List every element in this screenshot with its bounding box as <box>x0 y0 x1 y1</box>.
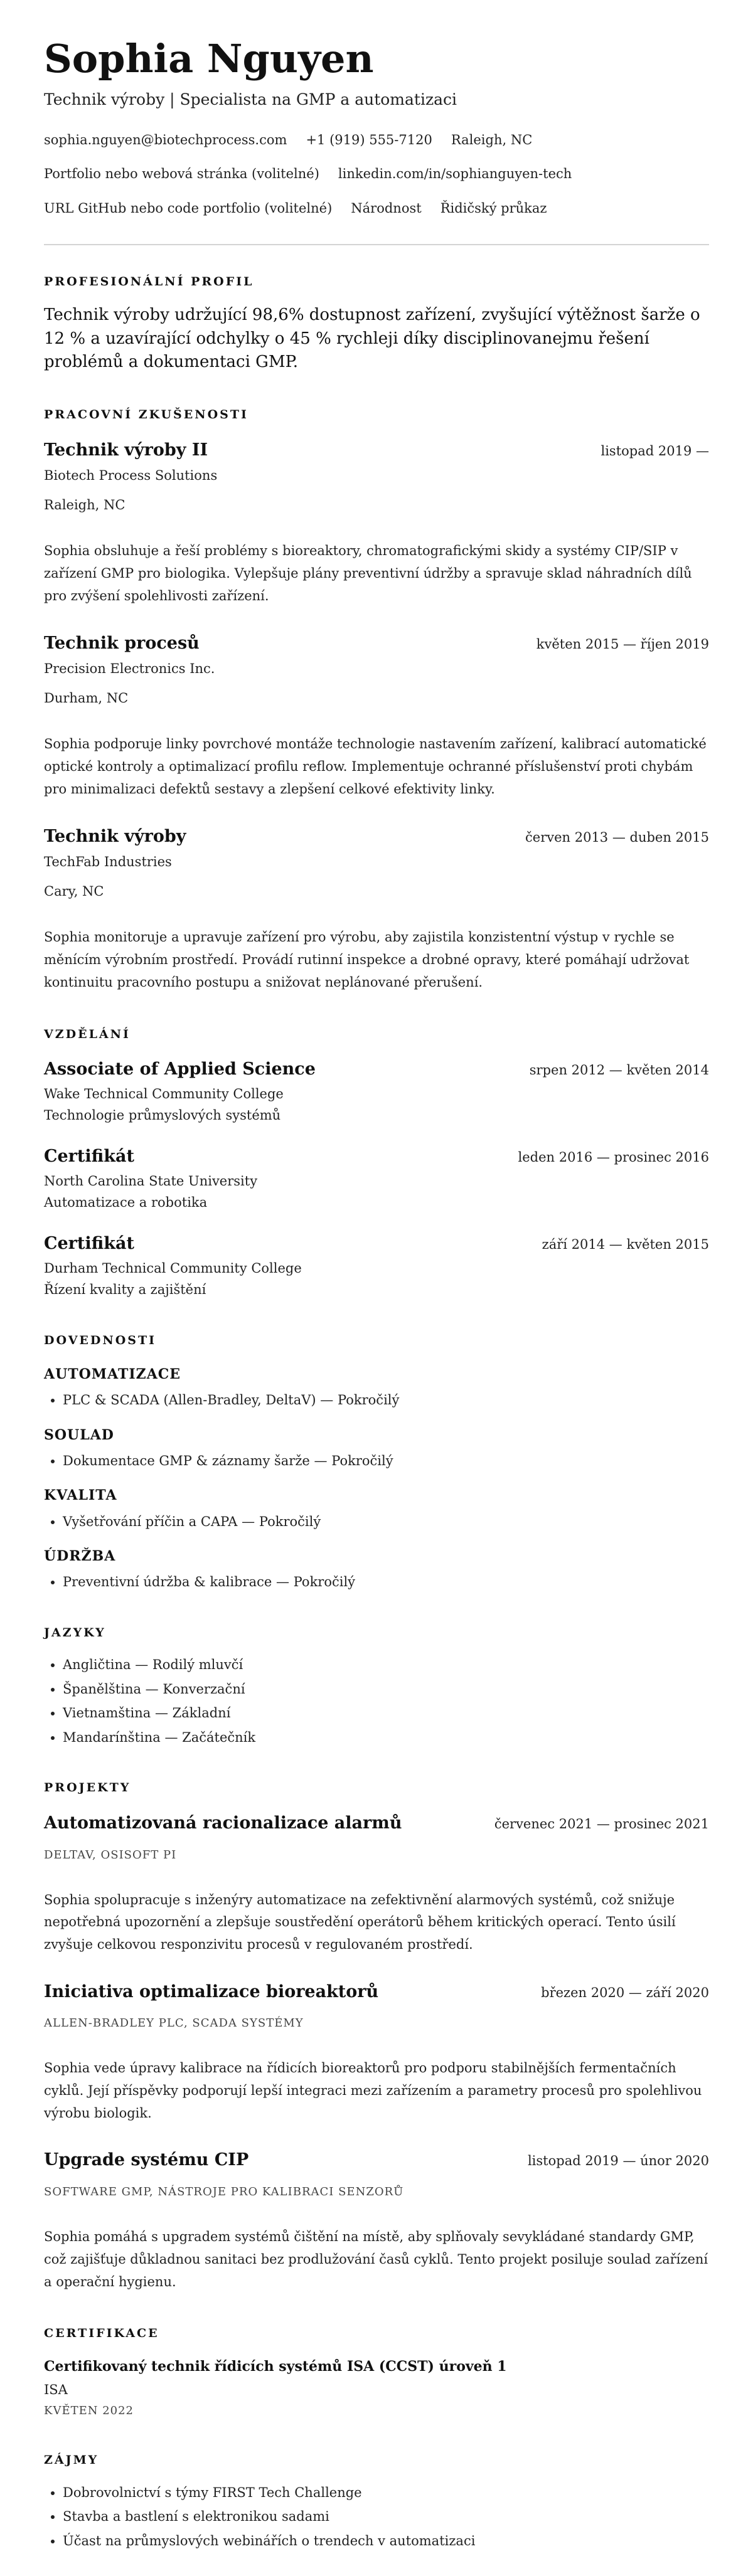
skill-list <box>44 1390 709 1411</box>
job-date: červen 2013 — duben 2015 <box>525 829 709 845</box>
job-location: Raleigh, NC <box>44 497 125 512</box>
education-section <box>44 1026 709 1300</box>
job-company: TechFab Industries <box>44 854 172 870</box>
languages-heading: JAZYKY <box>44 1625 106 1640</box>
experience-entry <box>44 437 709 608</box>
profile-summary: Technik výroby udržující 98,6% dostupnost zařízení, zvyšující výtěžnost šarže o 12 % a uzavírající odchylky o 45 % rychleji díky disciplinovanejmu řešení problémů a dokumentaci GMP. <box>44 305 700 372</box>
language-list <box>44 1655 709 1747</box>
project-entry <box>44 2147 709 2293</box>
certification-date: KVĚTEN 2022 <box>44 2404 134 2418</box>
education-heading: VZDĚLÁNÍ <box>44 1027 131 1041</box>
project-entry <box>44 1979 709 2125</box>
skill-item: • PLC & SCADA (Allen-Bradley, DeltaV) — Pokročilý <box>63 1390 709 1411</box>
education-degree: Certifikát <box>44 1233 134 1253</box>
contact-github[interactable]: URL GitHub nebo code portfolio (volitelné) <box>44 201 333 216</box>
education-school: Durham Technical Community College <box>44 1260 302 1276</box>
projects-section <box>44 1779 709 2293</box>
interests-section <box>44 2451 709 2551</box>
skill-category: SOULAD <box>44 1426 114 1443</box>
language-item: • Mandarínština — Začátečník <box>63 1727 709 1748</box>
skills-section <box>44 1332 709 1593</box>
skill-category: AUTOMATIZACE <box>44 1366 181 1383</box>
contact-linkedin[interactable]: linkedin.com/in/sophianguyen-tech <box>338 166 572 182</box>
skill-item: • Vyšetřování příčin a CAPA — Pokročilý <box>63 1512 709 1532</box>
education-field: Řízení kvality a zajištění <box>44 1282 206 1298</box>
candidate-name: Sophia Nguyen <box>44 36 374 82</box>
education-field: Automatizace a robotika <box>44 1195 208 1211</box>
project-description: Sophia pomáhá s upgradem systémů čištění na místě, aby splňovaly sevykládané standardy GMP, což zajišťuje důkladnou sanitaci bez prodlužování časů cyklů. Tento projekt posiluje soulad zařízení a operační hygienu. <box>44 2229 708 2289</box>
education-entry <box>44 1056 709 1126</box>
project-entry <box>44 1810 709 1956</box>
project-tech: ALLEN-BRADLEY PLC, SCADA SYSTÉMY <box>44 2017 304 2030</box>
skill-item: • Preventivní údržba & kalibrace — Pokročilý <box>63 1572 709 1593</box>
skill-list <box>44 1451 709 1471</box>
education-entry <box>44 1143 709 1213</box>
job-location: Durham, NC <box>44 690 129 706</box>
education-degree: Associate of Applied Science <box>44 1059 316 1079</box>
interest-list <box>44 2483 709 2552</box>
project-title: Upgrade systému CIP <box>44 2150 249 2170</box>
project-title: Iniciativa optimalizace bioreaktorů <box>44 1981 379 2001</box>
interest-item: • Stavba a bastlení s elektronikou sadami <box>63 2506 709 2527</box>
job-company: Biotech Process Solutions <box>44 468 218 484</box>
experience-entry <box>44 630 709 801</box>
project-tech: DELTAV, OSISOFT PI <box>44 1848 177 1862</box>
education-school: Wake Technical Community College <box>44 1086 284 1101</box>
contact-portfolio[interactable]: Portfolio nebo webová stránka (volitelné) <box>44 166 319 182</box>
certifications-heading: CERTIFIKACE <box>44 2326 159 2341</box>
job-company: Precision Electronics Inc. <box>44 661 215 677</box>
job-description: Sophia obsluhuje a řeší problémy s bioreaktory, chromatografickými skidy a systémy CIP/SIP v zařízení GMP pro biologika. Vylepšuje plány preventivní údržby a spravuje sklad náhradních dílů pro zvýšení spolehlivosti zařízení. <box>44 543 692 603</box>
contact-phone[interactable]: +1 (919) 555-7120 <box>306 132 432 147</box>
experience-heading: PRACOVNÍ ZKUŠENOSTI <box>44 408 248 422</box>
interests-heading: ZÁJMY <box>44 2453 99 2467</box>
education-date: září 2014 — květen 2015 <box>542 1236 709 1252</box>
language-item: • Angličtina — Rodilý mluvčí <box>63 1655 709 1675</box>
job-title: Technik výroby <box>44 826 186 846</box>
education-field: Technologie průmyslových systémů <box>44 1108 281 1123</box>
contact-license: Řidičský průkaz <box>440 201 547 216</box>
skill-list <box>44 1572 709 1593</box>
skill-item: • Dokumentace GMP & záznamy šarže — Pokročilý <box>63 1451 709 1471</box>
certification-issuer: ISA <box>44 2382 68 2397</box>
job-description: Sophia podporuje linky povrchové montáže technologie nastavením zařízení, kalibrací automatické optické kontroly a optimalizací profilu reflow. Implementuje ochranné příslušenství proti chybám pro minimalizaci defektů sestavy a zlepšení celkové efektivity linky. <box>44 736 707 797</box>
project-title: Automatizovaná racionalizace alarmů <box>44 1813 402 1833</box>
certifications-section <box>44 2324 709 2420</box>
project-tech: SOFTWARE GMP, NÁSTROJE PRO KALIBRACI SENZORŮ <box>44 2185 404 2199</box>
resume-header <box>44 38 709 219</box>
contact-email[interactable]: sophia.nguyen@biotechprocess.com <box>44 132 287 147</box>
experience-entry <box>44 824 709 994</box>
interest-item: • Dobrovolnictví s týmy FIRST Tech Challenge <box>63 2483 709 2503</box>
project-date: červenec 2021 — prosinec 2021 <box>494 1816 709 1831</box>
contact-nationality: Národnost <box>351 201 422 216</box>
projects-heading: PROJEKTY <box>44 1781 131 1795</box>
skill-list <box>44 1512 709 1532</box>
job-description: Sophia monitoruje a upravuje zařízení pro výrobu, aby zajistila konzistentní výstup v rychle se měnícím výrobním prostředí. Provádí rutinní inspekce a drobné opravy, které pomáhají udržovat kontinuitu pracovního postupu a snižovat neplánované přerušení. <box>44 930 690 990</box>
language-item: • Vietnamština — Základní <box>63 1703 709 1724</box>
experience-section <box>44 406 709 994</box>
contact-links <box>44 164 709 184</box>
project-date: březen 2020 — září 2020 <box>541 1985 709 2000</box>
skill-category: ÚDRŽBA <box>44 1548 116 1565</box>
certification-name: Certifikovaný technik řídicích systémů ISA (CCST) úroveň 1 <box>44 2358 507 2375</box>
project-description: Sophia spolupracuje s inženýry automatizace na zefektivnění alarmových systémů, což snižuje nepotřebná upozornění a zlepšuje soustředění operátorů během kritických operací. Tento úsilí zvyšuje celkovou responzivitu procesů v regulovaném prostředí. <box>44 1892 676 1952</box>
education-entry <box>44 1231 709 1300</box>
education-school: North Carolina State University <box>44 1173 258 1189</box>
languages-section <box>44 1624 709 1748</box>
job-title: Technik procesů <box>44 633 200 653</box>
education-date: leden 2016 — prosinec 2016 <box>518 1149 709 1165</box>
header-divider <box>44 244 709 245</box>
candidate-headline: Technik výroby | Specialista na GMP a automatizaci <box>44 90 457 109</box>
profile-section <box>44 273 709 375</box>
education-date: srpen 2012 — květen 2014 <box>529 1062 709 1078</box>
contact-location: Raleigh, NC <box>451 132 533 147</box>
contact-info <box>44 130 709 151</box>
project-date: listopad 2019 — únor 2020 <box>527 2153 709 2169</box>
certification-entry <box>44 2356 709 2420</box>
interest-item: • Účast na průmyslových webinářích o trendech v automatizaci <box>63 2531 709 2552</box>
profile-heading: PROFESIONÁLNÍ PROFIL <box>44 274 254 289</box>
job-location: Cary, NC <box>44 883 104 899</box>
language-item: • Španělština — Konverzační <box>63 1679 709 1700</box>
education-degree: Certifikát <box>44 1146 134 1166</box>
job-date: květen 2015 — říjen 2019 <box>536 636 709 652</box>
contact-extra <box>44 198 709 219</box>
project-description: Sophia vede úpravy kalibrace na řídicích bioreaktorů pro podporu stabilnějších fermentačních cyklů. Její příspěvky podporují lepší integraci mezi zařízením a parametry procesů pro spolehlivou výrobu biologik. <box>44 2060 702 2121</box>
job-title: Technik výroby II <box>44 440 208 460</box>
skill-category: KVALITA <box>44 1487 117 1504</box>
job-date: listopad 2019 — <box>601 443 709 458</box>
skills-heading: DOVEDNOSTI <box>44 1333 157 1347</box>
